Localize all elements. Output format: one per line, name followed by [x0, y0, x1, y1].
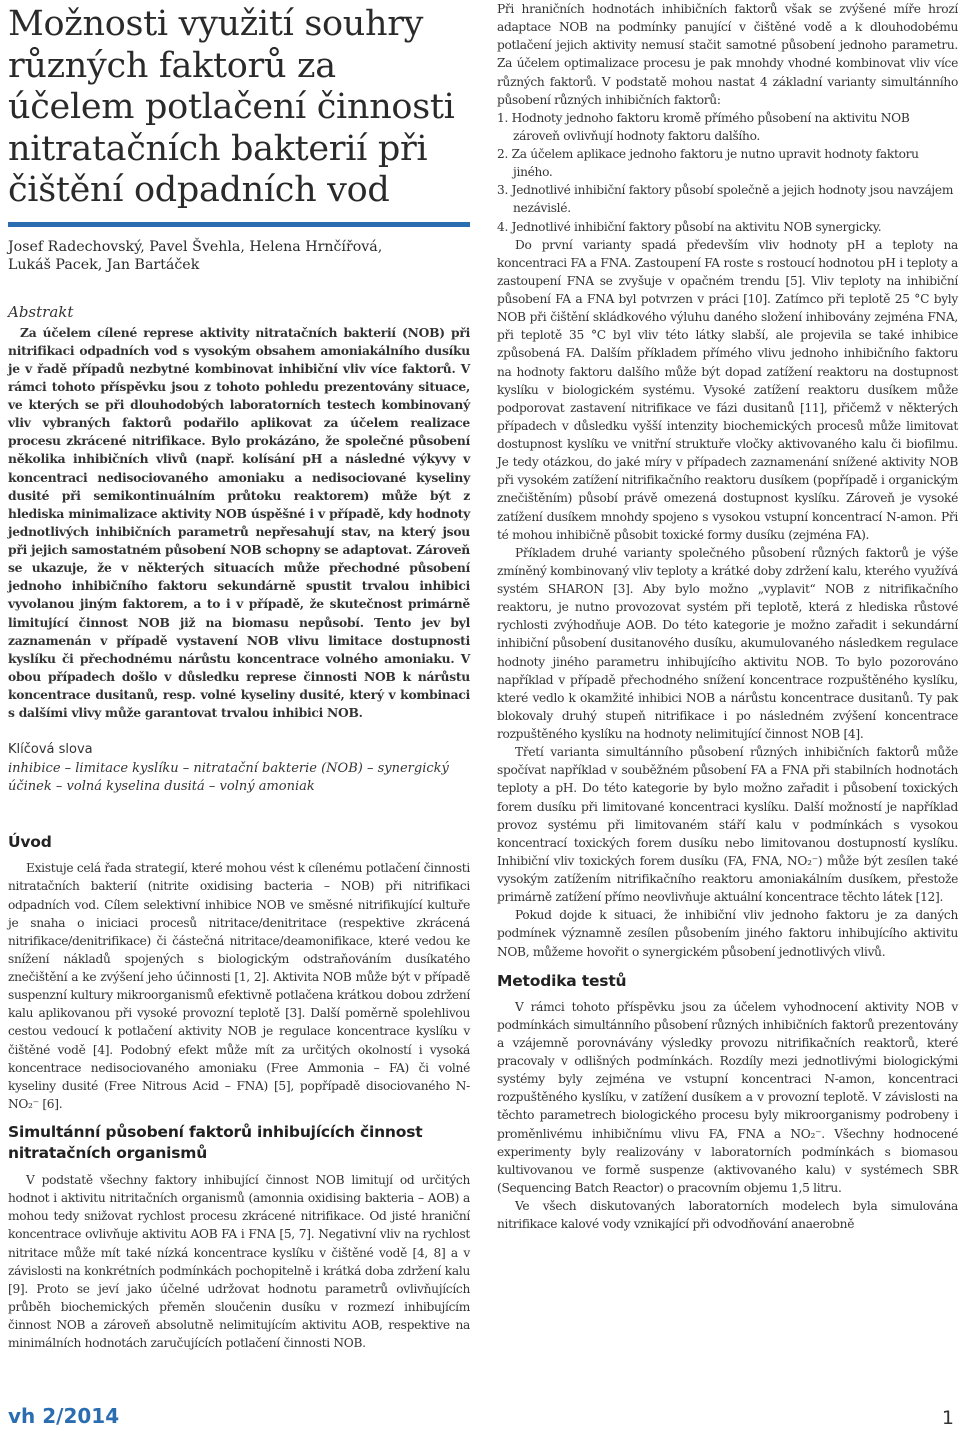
uvod-paragraph-1: Existuje celá řada strategií, které mohou vést k cílenému potlačení činnosti nitratačních bakterií (nitrite oxidising bacteria – NOB) při nitrifikaci odpadních vod. Cílem selektivní inhibice NOB ve směsné nitrifikující kultuře je snaha o iniciaci procesů nitritace/denitritace (respektive zkrácená nitrifikace/denitrifikace) či částečná nitritace/deamonifikace, které vedou ke snížení nákladů spojených s biologickým odstraňováním dusíkatého znečištění a ke zvýšení jeho účinnosti [1, 2]. Aktivita NOB může být v případě suspenzní kultury mikroorganismů efektivně potlačena krátkou dobou zdržení kalu aplikovanou při vysoké provozní teplotě [3]. Další poměrně spolehlivou cestou vedoucí k potlačení aktivity NOB je regulace koncentrace kyslíku v čištěné vodě [4]. Podobný efekt může mít za určitých okolností i vysoká koncentrace nedisociovaného amoniaku (Free Ammonia – FA) či volné kyseliny dusité (Free Nitrous Acid – FNA) [5], popřípadě disociovaného N-NO₂⁻ [6]. — [8, 861, 470, 1111]
metodika-section — [497, 998, 958, 1234]
list-item: 3. Jednotlivé inhibiční faktory působí společně a jejich hodnoty jsou navzájem nezávislé. — [497, 183, 954, 216]
article-title: Možnosti využití souhry různých faktorů za účelem potlačení činnosti nitratačních bakterií při čištění odpadních vod — [8, 4, 455, 210]
simultanni-paragraph-4: Příkladem druhé varianty společného působení různých faktorů je výše zmíněný kombinovaný vliv teploty a krátké doby zdržení kalu, kterého využívá systém SHARON [3]. Aby bylo možno „vyplavit“ NOB z nitrifikačního reaktoru, je nutno provozovat systém při teplotě, která z hlediska růstové rychlosti zvýhodňuje AOB. Do této kategorie je možno zařadit i sekundární inhibiční působení dusitanového dusíku, akumulovaného následkem regulace hodnoty jiného parametru inhibujícího aktivitu NOB. To bylo pozorováno například v případě přechodného snížení koncentrace rozpuštěného kyslíku, které vedlo k okamžité inhibici NOB a nárůstu koncentrace dusitanů. Ty pak blokovaly druhý stupeň nitrifikace i po následném zvýšení koncentrace rozpuštěného kyslíku na hodnoty nelimitující činnost NOB [4]. — [497, 545, 958, 741]
abstract-label: Abstrakt — [8, 302, 74, 321]
variants-list — [497, 109, 958, 236]
authors-line-1: Josef Radechovský, Pavel Švehla, Helena Hrnčířová, — [8, 238, 383, 255]
heading-metodika: Metodika testů — [497, 971, 627, 990]
metodika-paragraph-1: V rámci tohoto příspěvku jsou za účelem vyhodnocení aktivity NOB v podmínkách simultánního působení různých inhibičních faktorů prezentovány a vzájemně porovnávány výsledky provozu nitrifikačních reaktorů, které pracovaly v odlišných podmínkách. Rozdíly mezi jednotlivými biologickými systémy byly zejména ve vstupní koncentraci N-amon, koncentraci rozpuštěného kyslíku, v zatížení dusíkem a v provozní teplotě. V závislosti na těchto parametrech biologického procesu byly mikroorganismy podrobeny i proměnlivému inhibičnímu vlivu FA, FNA a NO₂⁻. Všechny hodnocené experimenty byly realizovány v laboratorních podmínkách s biomasou kultivovanou ve formě suspenze (aktivovaného kalu) v systémech SBR (Sequencing Batch Reactor) o pracovním objemu 1,5 litru. — [497, 999, 958, 1195]
simultanni-paragraph-3: Do první varianty spadá především vliv hodnoty pH a teploty na koncentraci FA a FNA. Zastoupení FA roste s rostoucí hodnotou pH i teploty a zastoupení FNA se zvyšuje v opačném trendu [5]. Vliv teploty na inhibiční působení FA a FNA byl potvrzen v práci [10]. Zatímco při teplotě 25 °C byly NOB při čištění skládkového výluhu daného složení inhibovány zejména FNA, při teplotě 35 °C byl vliv této látky slabší, ale projevila se také inhibice způsobená FA. Dalším příkladem přímého vlivu jednoho inhibičního faktoru na hodnoty faktoru dalšího může být dopad zatížení reaktoru na dostupnost kyslíku v biologickém systému. Vysoké zatížení reaktoru dusíkem může podporovat zastavení nitrifikace ve fázi dusitanů [11], přičemž v některých případech v důsledku vyšší intenzity biochemických procesů může limitovat dostupnost kyslíku ve vnitřní struktuře vločky aktivovaného kalu či biofilmu. Je tedy otázkou, do jaké míry v případech zaznamenání snížené aktivity NOB při vysokém zatížení nitrifikačního reaktoru dusíkem (popřípadě i organickým znečištěním) působí právě omezená dostupnost kyslíku. Zároveň je vysoké zatížení dusíkem mnohdy spojeno s vysokou vstupní koncentrací N-amon. Při té mohou inhibičně působit toxické formy dusíku (zejména FA). — [497, 237, 958, 542]
metodika-paragraph-2: Ve všech diskutovaných laboratorních modelech byla simulována nitrifikace kalové vody vznikající při odvodňování anaerobně — [497, 1199, 958, 1232]
list-item: 2. Za účelem aplikace jednoho faktoru je nutno upravit hodnoty faktoru jiného. — [497, 147, 919, 180]
abstract — [8, 324, 470, 723]
keywords-label: Klíčová slova — [8, 742, 93, 758]
simultanni-paragraph-1: V podstatě všechny faktory inhibující činnost NOB limitují od určitých hodnot i aktivitu nitritačních organismů (amonnia oxidising bakteria – AOB) a mohou tedy snižovat rychlost procesu zkrácené nitrifikace. Od jisté hraniční koncentrace ovlivňuje aktivitu AOB FA i FNA [5, 7]. Negativní vliv na rychlost nitritace může mít také nízká koncentrace kyslíku v čištěné vodě [4, 8] a v závislosti na konkrétních podmínkách pochopitelně i krátká doba zdržení kalu [9]. Proto se jeví jako účelné udržovat hodnotu parametrů ovlivňujících průběh biochemických přeměn sloučenin dusíku v rozmezí inhibujícím činnost NOB a zároveň absolutně nelimitujícím aktivitu AOB, respektive na minimálních hodnotách zaručujících potlačení činnosti NOB. — [8, 1173, 470, 1351]
heading-simultanni: Simultánní působení faktorů inhibujících činnost nitratačních organismů — [8, 1123, 423, 1162]
list-item: 1. Hodnoty jednoho faktoru kromě přímého působení na aktivitu NOB zároveň ovlivňují hodnoty faktoru dalšího. — [497, 110, 910, 143]
simultanni-section-right — [497, 0, 958, 109]
title-rule — [8, 222, 470, 227]
page-number: 1 — [941, 1407, 954, 1429]
authors-line-2: Lukáš Pacek, Jan Bartáček — [8, 256, 200, 273]
right-column — [497, 0, 958, 1233]
journal-footer: vh 2/2014 — [8, 1404, 120, 1428]
keywords-text: inhibice – limitace kyslíku – nitratační bakterie (NOB) – synergický účinek – volná kyselina dusitá – volný amoniak — [8, 761, 449, 795]
simultanni-section-left — [8, 1171, 470, 1352]
uvod-section — [8, 859, 470, 1113]
simultanni-section-right-cont — [497, 236, 958, 961]
simultanni-paragraph-5: Třetí varianta simultánního působení různých inhibičních faktorů může spočívat například v souběžném působení FA a FNA při stabilních hodnotách teploty a pH. Do této kategorie by bylo možno zařadit i působení toxických forem dusíku při limitované koncentraci kyslíku. Další možností je například provoz systému při limitovaném stáří kalu v podmínkách s vysokou koncentrací toxických forem dusíku nebo limitovanou dostupností kyslíku. Inhibiční vliv toxických forem dusíku (FA, FNA, NO₂⁻) může být zesílen také vysokým zatížením nitrifikačního reaktoru amoniakálním dusíkem, přestože primárně zatížení přímo neovlivňuje aktuální koncentrace těchto látek [12]. — [497, 745, 958, 905]
authors — [8, 238, 470, 274]
simultanni-paragraph-2: Při hraničních hodnotách inhibičních faktorů však se zvýšené míře hrozí adaptace NOB na podmínky panující v čištěné vodě a k dlouhodobému potlačení jejich aktivity nemusí stačit samotné působení jednoho parametru. Za účelem optimalizace procesu je pak mnohdy vhodné kombinovat vliv více různých faktorů. V podstatě mohou nastat 4 základní varianty simultánního působení různých inhibičních faktorů: — [497, 2, 958, 107]
heading-uvod: Úvod — [8, 833, 52, 852]
abstract-text: Za účelem cílené represe aktivity nitratačních bakterií (NOB) při nitrifikaci odpadních vod s vysokým obsahem amoniakálního dusíku je v řadě případů nezbytné kombinovat inhibiční vliv více faktorů. V rámci tohoto příspěvku jsou z tohoto pohledu prezentovány situace, ve kterých se při dlouhodobých laboratorních testech kombinovaný vliv vybraných faktorů podařilo aplikovat za účelem realizace procesu zkrácené nitrifikace. Bylo prokázáno, že společné působení několika inhibičních vlivů (např. kolísání pH a následné výkyvy v koncentraci nedisociovaného amoniaku a nedisociované kyseliny dusité při semikontinuálním průtoku reaktorem) může být z hlediska minimalizace aktivity NOB úspěšné i v případě, kdy hodnoty jednotlivých inhibičních parametrů nepřesahují stav, na který jsou při jejich samostatném působení NOB schopny se adaptovat. Zároveň se ukazuje, že v některých situacích může přechodné působení jednoho inhibičního faktoru sekundárně spustit trvalou inhibici vyvolanou jiným faktorem, a to i v případě, že skutečnost primárně limitující činnost NOB již na biomasu nepůsobí. Tento jev byl zaznamenán v případě vystavení NOB vlivu limitace dostupnosti kyslíku či přechodnému nárůstu koncentrace volného amoniaku. V obou případech došlo v důsledku represe činnosti NOB k nárůstu koncentrace dusitanů, resp. volné kyseliny dusité, který v kombinaci s dalšími vlivy může garantovat trvalou inhibici NOB. — [8, 324, 470, 721]
list-item: 4. Jednotlivé inhibiční faktory působí na aktivitu NOB synergicky. — [497, 219, 882, 234]
simultanni-paragraph-6: Pokud dojde k situaci, že inhibiční vliv jednoho faktoru je za daných podmínek významně zesílen působením jiného faktoru inhibujícího aktivitu NOB, můžeme hovořit o synergickém působení jednotlivých vlivů. — [497, 908, 958, 959]
left-column — [8, 0, 470, 1352]
